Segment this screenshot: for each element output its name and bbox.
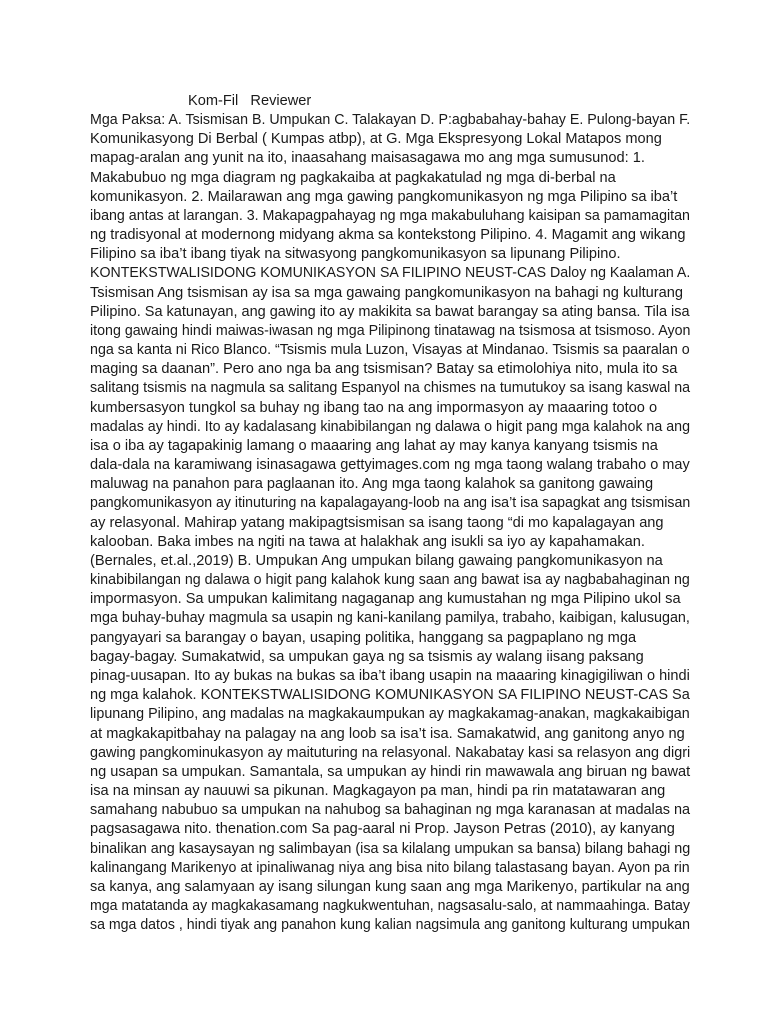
- body-text-line: pangyayari sa barangay o bayan, usaping politika, hanggang sa pagpaplano ng mga: [90, 629, 637, 646]
- body-text-line: binalikan ang kasaysayan ng salimbayan (isa sa kilalang umpukan sa bansa) bilang bahagi ng: [90, 840, 691, 857]
- body-text-line: kalinangang Marikenyo at ipinaliwanag niya ang bisa nito bilang talastasang bayan. Ayon pa rin: [90, 859, 690, 876]
- document-body: [90, 111, 690, 935]
- body-text-line: Komunikasyong Di Berbal ( Kumpas atbp), at G. Mga Ekspresyong Lokal Matapos mong: [90, 131, 662, 148]
- body-text-line: sa kanya, ang salamyaan ay isang silungan kung saan ang mga Marikenyo, partikular na ang: [90, 878, 690, 895]
- body-text-line: samahang nabubuo sa umpukan na nahubog sa bahaginan ng mga karanasan at madalas na: [90, 802, 691, 819]
- body-text-line: kalooban. Baka imbes na ngiti na tawa at halakhak ang isukli sa iyo ay kapahamakan.: [90, 533, 645, 550]
- body-text-line: ng mga kalahok. KONTEKSTWALISIDONG KOMUNIKASYON SA FILIPINO NEUST-CAS Sa: [90, 687, 690, 704]
- body-text-line: impormasyon. Sa umpukan kalimitang nagaganap ang kumustahan ng mga Pilipino ukol sa: [90, 591, 681, 608]
- body-text-line: sa mga datos , hindi tiyak ang panahon kung kalian nagsimula ang ganitong kulturang umpukan: [90, 917, 691, 934]
- body-text-line: maluwag na panahon para paglaanan ito. Ang mga taong kalahok sa ganitong gawaing: [90, 476, 654, 493]
- body-text-line: KONTEKSTWALISIDONG KOMUNIKASYON SA FILIPINO NEUST-CAS Daloy ng Kaalaman A.: [90, 265, 691, 282]
- body-text-line: Makabubuo ng mga diagram ng pagkakaiba at pagkakatulad ng mga di-berbal na: [90, 169, 616, 186]
- body-text-line: pinag-uusapan. Ito ay bukas na bukas sa iba’t ibang usapin na maaaring kinagigiliwan o hindi: [90, 667, 690, 684]
- body-text-line: isa o iba ay tagapakinig lamang o maaaring ang lahat ay may kanya kanyang tsismis na: [90, 437, 658, 454]
- body-text-line: maging sa daanan”. Pero ano nga ba ang tsismisan? Batay sa etimolohiya nito, mula ito sa: [90, 361, 678, 378]
- body-text-line: kumbersasyon tungkol sa buhay ng ibang tao na ang impormasyon ay maaaring totoo o: [90, 399, 658, 416]
- body-text-line: Filipino sa iba’t ibang tiyak na sitwasyong pangkomunikasyon sa lipunang Pilipino.: [90, 246, 621, 263]
- body-text-line: Pilipino. Sa katunayan, ang gawing ito ay makikita sa bawat barangay sa ating bansa. Tila isa: [90, 303, 690, 320]
- body-text-line: (Bernales, et.al.,2019) B. Umpukan Ang umpukan bilang gawaing pangkomunikasyon na: [90, 552, 663, 569]
- body-text-line: mapag-aralan ang yunit na ito, inaasahang maisasagawa mo ang mga sumusunod: 1.: [90, 150, 645, 167]
- body-text-line: Tsismisan Ang tsismisan ay isa sa mga gawaing pangkomunikasyon na bahagi ng kulturang: [90, 284, 684, 301]
- body-text-line: gawing pangkominukasyon ay maituturing na relasyonal. Nakabatay kasi sa relasyon ang digri: [90, 744, 691, 761]
- body-text-line: at magkakapitbahay na palagay na ang loob sa isa’t isa. Samakatwid, ang ganitong anyo ng: [90, 725, 685, 742]
- body-text-line: bagay-bagay. Sumakatwid, sa umpukan gaya ng sa tsismis ay walang iisang paksang: [90, 648, 644, 665]
- body-text-line: dala-dala na karamiwang isinasagawa gettyimages.com ng mga taong walang trabaho o may: [90, 457, 690, 474]
- body-text-line: Mga Paksa: A. Tsismisan B. Umpukan C. Talakayan D. P:agbabahay-bahay E. Pulong-bayan F.: [90, 112, 691, 128]
- document-title: Kom-Fil Reviewer: [188, 93, 312, 109]
- body-text-line: ibang antas at larangan. 3. Makapagpahayag ng mga makabuluhang kaisipan sa pamamagitan: [90, 207, 690, 224]
- body-text-line: nga sa kanta ni Rico Blanco. “Tsismis mula Luzon, Visayas at Mindanao. Tsismis sa paaralan o: [90, 342, 690, 359]
- body-text-line: salitang tsismis na nagmula sa salitang Espanyol na chismes na tumutukoy sa isang kaswal na: [90, 380, 691, 397]
- body-text-line: lipunang Pilipino, ang madalas na magkakaumpukan ay magkakamag-anakan, magkakaibigan: [90, 706, 690, 723]
- body-text-line: ng tradisyonal at modernong midyang akma sa kontekstong Pilipino. 4. Magamit ang wikang: [90, 227, 686, 244]
- body-text-line: itong gawaing hindi maiwas-iwasan ng mga Pilipinong tinatawag na tsismosa at tsismoso. Ayon: [90, 322, 691, 339]
- body-text-line: kinabibilangan ng dalawa o higit pang kalahok kung saan ang bawat isa ay nagbabahaginan ng: [90, 572, 690, 589]
- body-text-line: isa na minsan ay nauuwi sa pikunan. Magkagayon pa man, hindi pa rin matatawaran ang: [90, 783, 666, 800]
- body-text-line: pagsasagawa nito. thenation.com Sa pag-aaral ni Prop. Jayson Petras (2010), ay kanyang: [90, 821, 675, 838]
- body-text-line: ng usapan sa umpukan. Samantala, sa umpukan ay hindi rin mawawala ang biruan ng bawat: [90, 763, 691, 780]
- body-text-line: mga buhay-buhay magmula sa usapin ng kani-kanilang pamilya, trabaho, kaibigan, kalusugan,: [90, 610, 690, 627]
- body-text-line: ay relasyonal. Mahirap yatang makipagtsismisan sa isang taong “di mo kapalagayan ang: [90, 514, 664, 531]
- body-text-line: madalas ay hindi. Ito ay kadalasang kinabibilangan ng dalawa o higit pang mga kalahok na ang: [90, 418, 690, 435]
- body-text-line: mga matatanda ay magkakasamang nagkukwentuhan, nagsasalu-salo, at nammaahinga. Batay: [90, 898, 690, 915]
- body-text-line: komunikasyon. 2. Mailarawan ang mga gawing pangkomunikasyon ng mga Pilipino sa iba’t: [90, 188, 678, 205]
- body-text-line: pangkomunikasyon ay itinuturing na kapalagayang-loob na ang isa’t isa sapagkat ang tsismisan: [90, 495, 691, 512]
